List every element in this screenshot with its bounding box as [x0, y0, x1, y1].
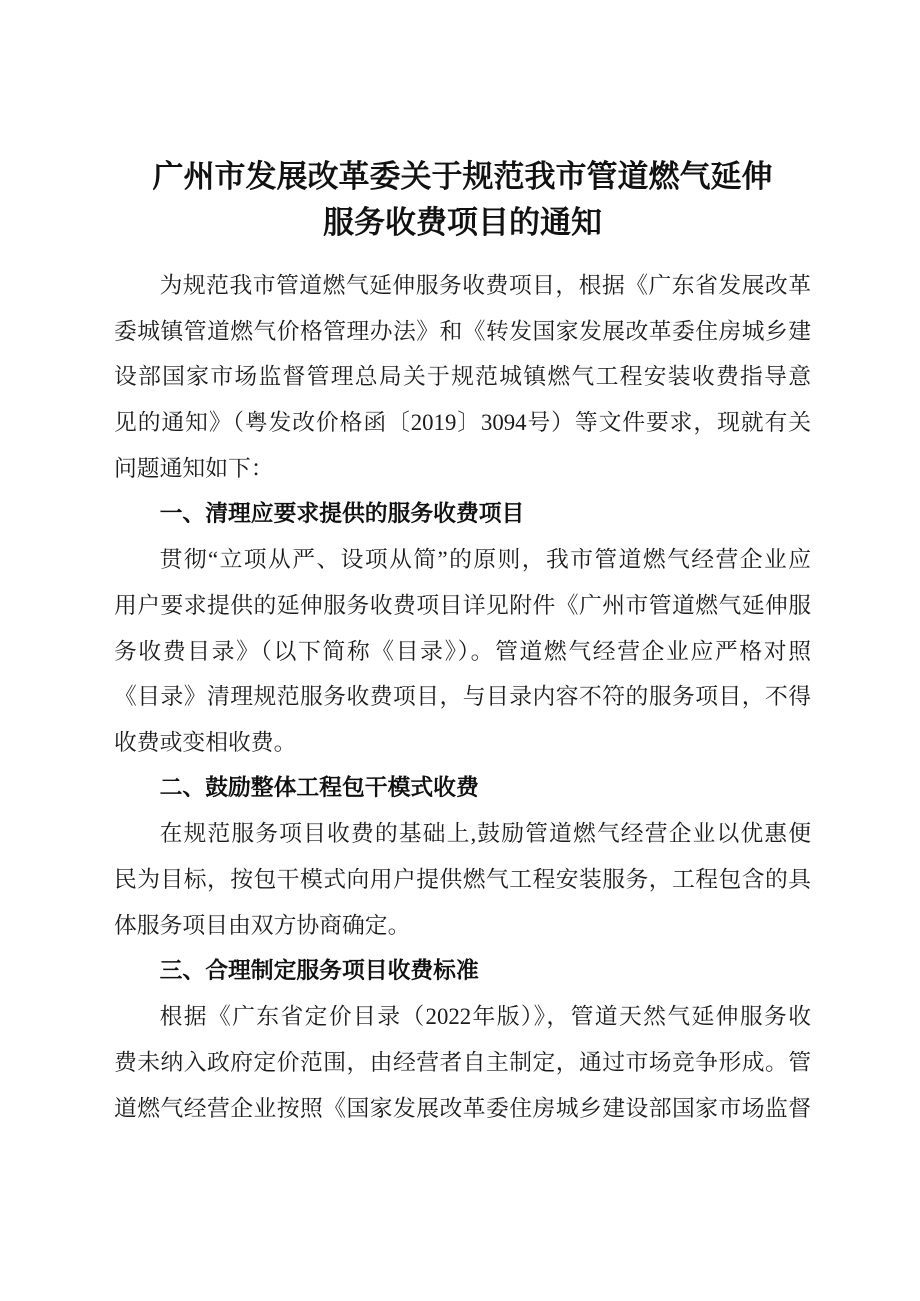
document-title-line: 服务收费项目的通知	[323, 205, 602, 241]
paragraph-line: 委城镇管道燃气价格管理办法》和《转发国家发展改革委住房城乡建	[114, 318, 811, 344]
paragraph-line: 务收费目录》（以下简称《目录》）。管道燃气经营企业应严格对照	[114, 638, 811, 664]
paragraph-line: 道燃气经营企业按照《国家发展改革委住房城乡建设部国家市场监督	[114, 1095, 811, 1121]
paragraph-line: 根据《广东省定价目录（2022年版）》，管道天然气延伸服务收	[159, 1004, 811, 1030]
paragraph-line: 用户要求提供的延伸服务收费项目详见附件《广州市管道燃气延伸服	[114, 592, 811, 618]
paragraph-line: 为规范我市管道燃气延伸服务收费项目，根据《广东省发展改革	[159, 273, 811, 298]
paragraph-line: 《目录》清理规范服务收费项目，与目录内容不符的服务项目，不得	[114, 684, 811, 710]
section-heading: 二、鼓励整体工程包干模式收费	[159, 774, 479, 801]
paragraph-line: 体服务项目由双方协商确定。	[114, 912, 411, 938]
section-heading: 三、合理制定服务项目收费标准	[159, 957, 479, 984]
paragraph-line: 收费或变相收费。	[114, 730, 297, 756]
section-heading: 一、清理应要求提供的服务收费项目	[159, 500, 525, 527]
paragraph-line: 民为目标，按包干模式向用户提供燃气工程安装服务，工程包含的具	[114, 867, 811, 893]
paragraph-line: 费未纳入政府定价范围，由经营者自主制定，通过市场竞争形成。管	[114, 1049, 811, 1075]
paragraph-line: 在规范服务项目收费的基础上,鼓励管道燃气经营企业以优惠便	[159, 821, 811, 847]
paragraph-line: 贯彻“立项从严、设项从简”的原则，我市管道燃气经营企业应	[159, 547, 811, 573]
document-title-line: 广州市发展改革委关于规范我市管道燃气延伸	[152, 159, 773, 195]
document-body	[114, 263, 811, 1131]
paragraph-line: 问题通知如下：	[114, 455, 274, 481]
document-title	[114, 154, 811, 246]
paragraph-line: 设部国家市场监督管理总局关于规范城镇燃气工程安装收费指导意	[114, 364, 811, 390]
paragraph-line: 见的通知》（粤发改价格函〔2019〕3094号）等文件要求，现就有关	[114, 410, 811, 436]
